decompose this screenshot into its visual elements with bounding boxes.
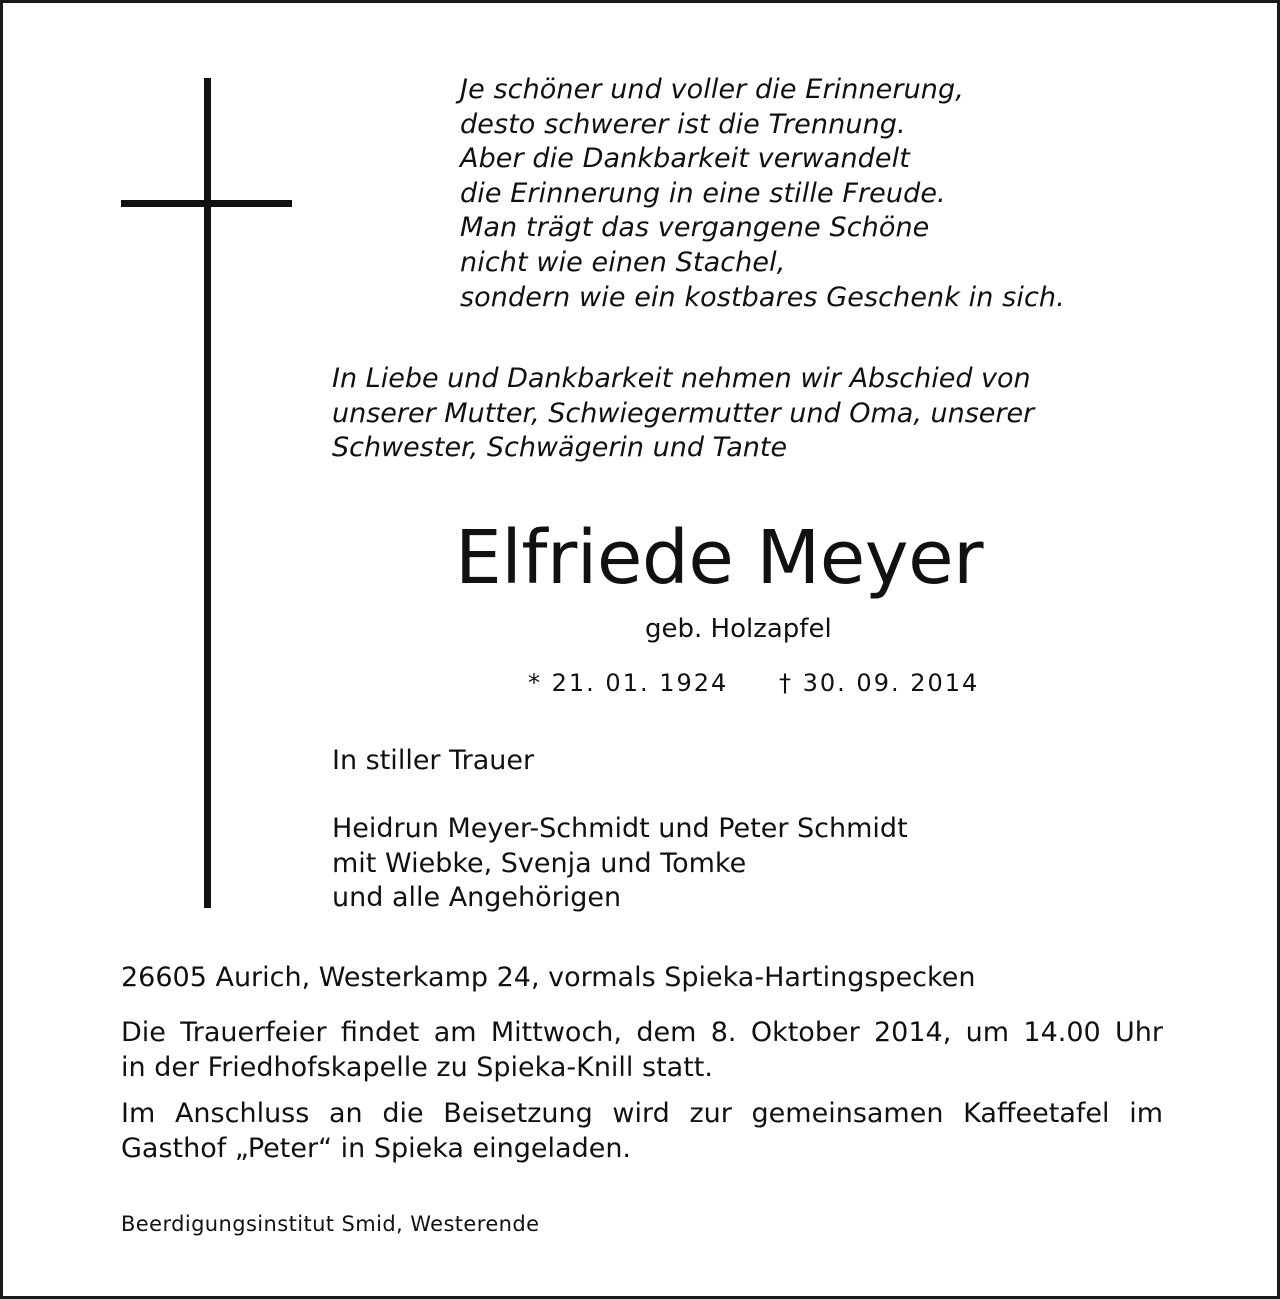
deceased-name: Elfriede Meyer [455, 515, 984, 601]
poem-line: Je schöner und voller die Erinnerung, [460, 74, 964, 105]
poem-line: desto schwerer ist die Trennung. [460, 108, 906, 140]
birth-date: * 21. 01. 1924 [528, 669, 729, 697]
reception-line: Im Anschluss an die Beisetzung wird zur gemeinsamen Kaffeetafel im [121, 1098, 1163, 1129]
service-line: in der Friedhofskapelle zu Spieka-Knill statt. [121, 1051, 713, 1083]
memorial-poem [460, 73, 1160, 315]
death-date: † 30. 09. 2014 [779, 669, 980, 697]
funeral-service-info [121, 1016, 1163, 1085]
mourner-line: mit Wiebke, Svenja und Tomke [332, 847, 747, 879]
grief-line: In stiller Trauer [332, 745, 535, 776]
birth-name: geb. Holzapfel [645, 614, 832, 644]
undertaker-credit: Beerdigungsinstitut Smid, Westerende [121, 1212, 540, 1236]
mourners-list [332, 812, 908, 916]
farewell-line: In Liebe und Dankbarkeit nehmen wir Abschied von [332, 363, 1031, 394]
farewell-line: Schwester, Schwägerin und Tante [332, 432, 788, 464]
poem-line: die Erinnerung in eine stille Freude. [460, 177, 946, 209]
family-address: 26605 Aurich, Westerkamp 24, vormals Spieka-Hartingspecken [121, 962, 976, 993]
poem-line: nicht wie einen Stachel, [460, 246, 786, 278]
farewell-text [332, 362, 1092, 466]
mourner-line: Heidrun Meyer-Schmidt und Peter Schmidt [332, 813, 908, 844]
poem-line: sondern wie ein kostbares Geschenk in sich. [460, 281, 1065, 313]
mourner-line: und alle Angehörigen [332, 882, 622, 913]
farewell-line: unserer Mutter, Schwiegermutter und Oma, unserer [332, 397, 1035, 429]
reception-info [121, 1097, 1163, 1166]
poem-line: Aber die Dankbarkeit verwandelt [460, 143, 910, 175]
reception-line: Gasthof „Peter“ in Spieka eingeladen. [121, 1132, 632, 1164]
cross-horizontal-bar [121, 200, 292, 207]
service-line: Die Trauerfeier findet am Mittwoch, dem 8. Oktober 2014, um 14.00 Uhr [121, 1017, 1163, 1048]
poem-line: Man trägt das vergangene Schöne [460, 212, 930, 244]
